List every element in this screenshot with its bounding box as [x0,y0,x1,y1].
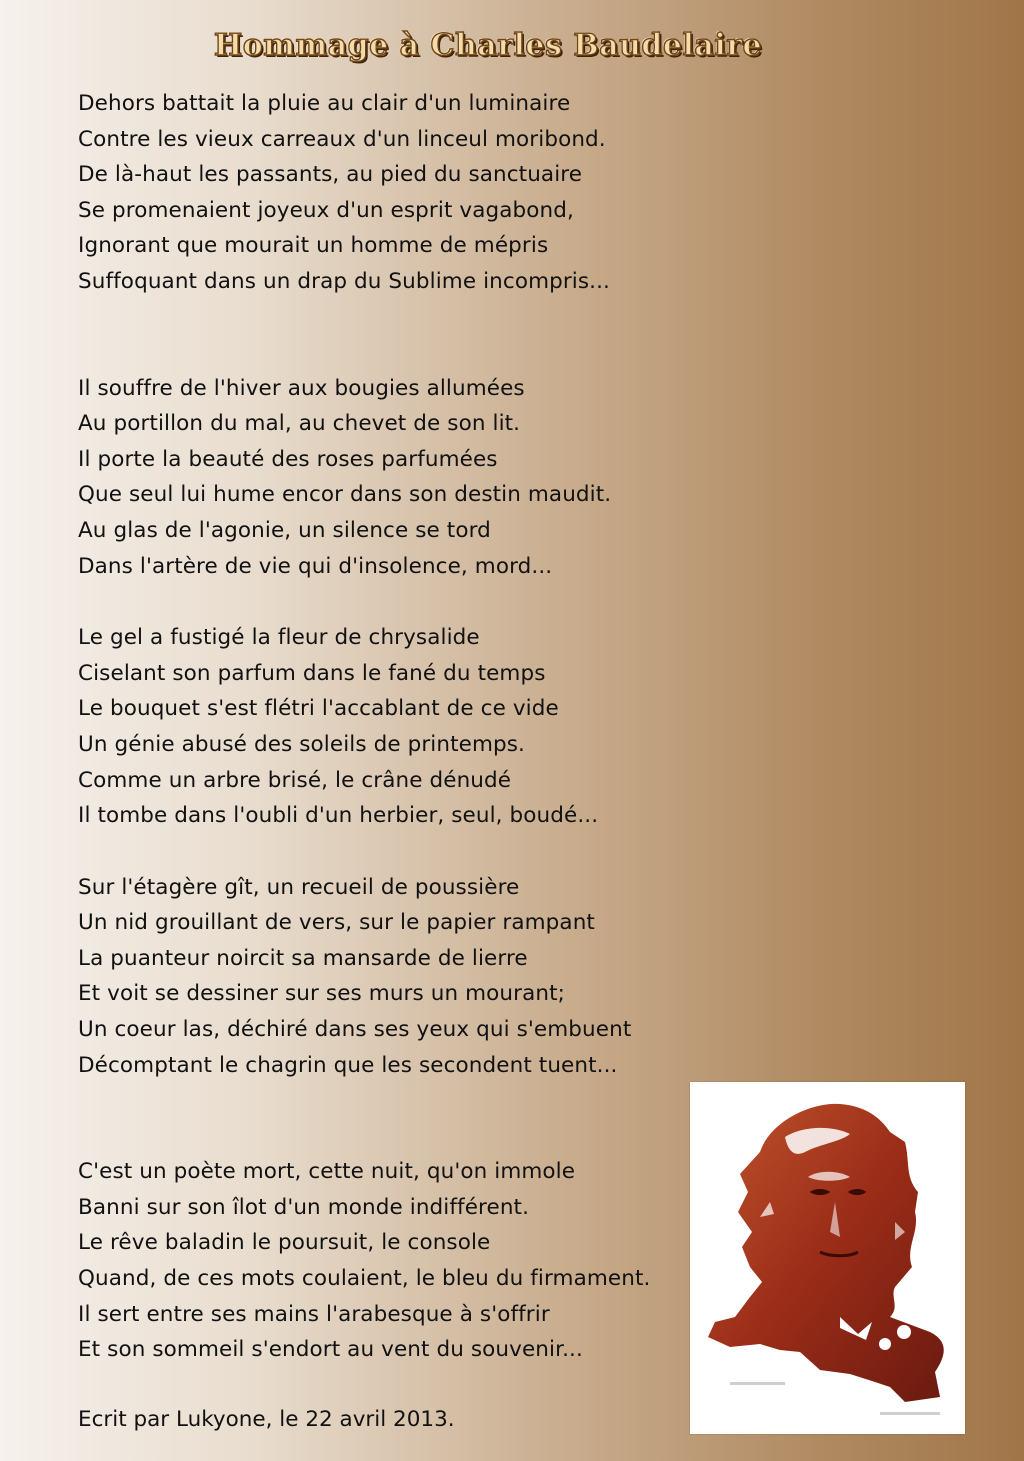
poem-line: Un coeur las, déchiré dans ses yeux qui s'embuent [78,1017,632,1043]
poem-line: Se promenaient joyeux d'un esprit vagabond, [78,197,574,223]
stanza-spacer [78,300,678,371]
stanza-spacer [78,1083,678,1154]
stanza-5 [78,1154,678,1368]
stanza-2 [78,371,678,585]
poem-line: Un nid grouillant de vers, sur le papier rampant [78,910,595,936]
stanza-3 [78,620,678,834]
poem-line: Il sert entre ses mains l'arabesque à s'offrir [78,1301,550,1327]
poem-signature: Ecrit par Lukyone, le 22 avril 2013. [78,1407,455,1432]
poem-line: Banni sur son îlot d'un monde indifférent. [78,1194,530,1220]
poem-line: Ignorant que mourait un homme de mépris [78,233,549,259]
poem-line: Un génie abusé des soleils de printemps. [78,731,525,757]
poem-line: Dehors battait la pluie au clair d'un luminaire [78,91,571,116]
stanza-spacer [78,584,678,620]
stanza-1 [78,86,678,300]
poem-line: Au portillon du mal, au chevet de son lit. [78,411,521,437]
poem-line: Suffoquant dans un drap du Sublime incompris... [78,268,610,294]
poem-title: Hommage à Charles Baudelaire [213,28,763,63]
poem-line: Ciselant son parfum dans le fané du temps [78,660,546,686]
poem-line: Contre les vieux carreaux d'un linceul moribond. [78,126,606,152]
poem-line: C'est un poète mort, cette nuit, qu'on immole [78,1159,576,1185]
poem-line: De là-haut les passants, au pied du sanctuaire [78,162,583,188]
stanza-spacer [78,834,678,870]
poem-line: Le gel a fustigé la fleur de chrysalide [78,625,480,651]
poem-line: Et voit se dessiner sur ses murs un mourant; [78,981,565,1007]
poem-line: Comme un arbre brisé, le crâne dénudé [78,767,512,793]
poem-line: Que seul lui hume encor dans son destin maudit. [78,482,612,508]
poem-line: Il tombe dans l'oubli d'un herbier, seul, boudé... [78,803,599,829]
poem-line: Quand, de ces mots coulaient, le bleu du firmament. [78,1266,651,1292]
poem-body [78,86,678,1368]
poem-line: Décomptant le chagrin que les secondent tuent... [78,1052,618,1078]
stanza-4 [78,870,678,1084]
poem-line: Et son sommeil s'endort au vent du souvenir... [78,1337,583,1363]
poem-line: Il souffre de l'hiver aux bougies allumées [78,375,525,401]
poem-line: Le bouquet s'est flétri l'accablant de ce vide [78,696,559,722]
poem-line: Le rêve baladin le poursuit, le console [78,1230,491,1256]
poem-line: La puanteur noircit sa mansarde de lierre [78,945,528,971]
poem-line: Au glas de l'agonie, un silence se tord [78,517,491,543]
baudelaire-leaf-portrait [690,1082,965,1434]
poem-line: Sur l'étagère gît, un recueil de poussière [78,874,520,900]
poem-line: Il porte la beauté des roses parfumées [78,446,498,472]
poem-line: Dans l'artère de vie qui d'insolence, mord... [78,553,553,579]
baudelaire-leaf-portrait-icon [690,1082,965,1434]
